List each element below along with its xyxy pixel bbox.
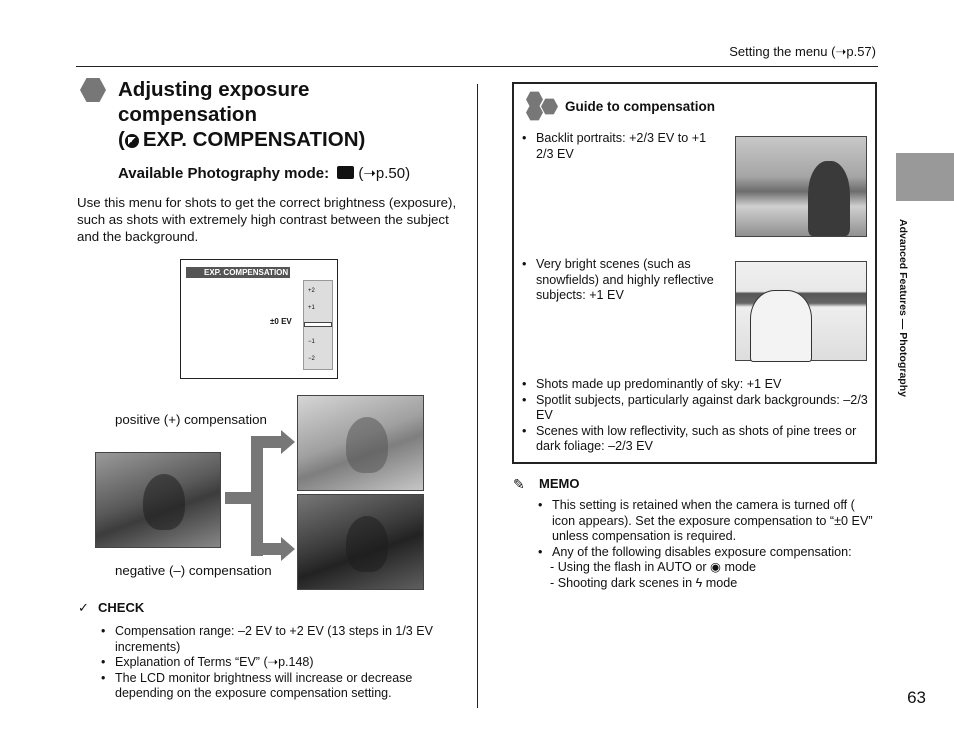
arrow-down-head-icon xyxy=(281,537,295,561)
list-item: • Backlit portraits: +2/3 EV to +1 2/3 EV xyxy=(520,131,720,162)
arrow-trunk xyxy=(251,442,263,556)
header-reference: Setting the menu (➝p.57) xyxy=(729,44,876,59)
header-rule xyxy=(76,66,878,67)
arrow-bottom-branch xyxy=(251,543,285,555)
available-mode-ref: (➝p.50) xyxy=(358,165,411,182)
guide-backlit xyxy=(520,131,720,162)
list-item: • Spotlit subjects, particularly against dark backgrounds: –2/3 EV xyxy=(520,393,870,424)
check-icon: ✓ xyxy=(78,600,89,615)
list-item: • Compensation range: –2 EV to +2 EV (13 steps in 1/3 EV increments) xyxy=(99,624,469,655)
list-item: • Very bright scenes (such as snowfields) and highly reflective subjects: +1 EV xyxy=(520,257,720,304)
column-divider xyxy=(477,84,478,708)
lcd-screen-illustration xyxy=(180,259,338,379)
positive-label: positive (+) compensation xyxy=(115,412,267,427)
portrait-figure xyxy=(808,161,850,236)
list-item: • Scenes with low reflectivity, such as shots of pine trees or dark foliage: –2/3 EV xyxy=(520,424,870,455)
side-label xyxy=(895,210,909,410)
title-line-1: Adjusting exposure xyxy=(118,78,310,101)
title-line-3-text: EXP. COMPENSATION) xyxy=(142,128,366,151)
section-tab xyxy=(896,153,954,201)
title-line-3: ( EXP. COMPENSATION) xyxy=(118,128,366,151)
snow-figure xyxy=(750,290,812,362)
exposure-icon xyxy=(125,134,139,148)
original-photo xyxy=(95,452,221,548)
guide-bright xyxy=(520,257,720,304)
list-item: - Shooting dark scenes in ϟ mode xyxy=(550,575,738,590)
check-heading xyxy=(78,600,144,616)
list-item: • Explanation of Terms “EV” (➝p.148) xyxy=(99,655,469,671)
memo-heading: MEMO xyxy=(539,476,580,491)
page-title xyxy=(118,77,458,152)
negative-label: negative (–) compensation xyxy=(115,563,272,578)
list-item: • Any of the following disables exposure compensation: xyxy=(536,545,876,561)
positive-photo xyxy=(297,395,424,491)
side-label-text: Advanced Features — Photography xyxy=(897,219,909,397)
section-hex-icon xyxy=(80,77,106,103)
guide-list xyxy=(520,377,870,455)
list-item: • This setting is retained when the camera is turned off ( icon appears). Set the exposure compensation to “±0 EV” unless compensation is required. xyxy=(536,498,876,545)
lcd-ev-scale xyxy=(303,280,333,370)
list-item: • Shots made up predominantly of sky: +1 EV xyxy=(520,377,870,393)
check-list xyxy=(99,624,469,702)
list-item: - Using the flash in AUTO or ◉ mode xyxy=(550,560,757,575)
camera-mode-icon xyxy=(337,166,354,179)
backlit-portrait-photo xyxy=(735,136,867,237)
lcd-ev-cursor xyxy=(304,322,332,327)
page-number: 63 xyxy=(907,688,926,707)
lcd-ev-value: ±0 EV xyxy=(270,317,292,326)
memo-icon: ✎ xyxy=(513,476,525,492)
available-mode-label: Available Photography mode: xyxy=(118,165,330,182)
lcd-tick: −2 xyxy=(308,356,315,362)
guide-heading: Guide to compensation xyxy=(565,99,716,114)
arrow-top-branch xyxy=(251,436,285,448)
intro-paragraph: Use this menu for shots to get the correct brightness (exposure), such as shots with extremely high contrast between the subject and the background. xyxy=(77,195,457,245)
lcd-banner: EXP. COMPENSATION xyxy=(186,267,290,278)
check-heading-text: CHECK xyxy=(98,600,145,615)
lcd-tick: −1 xyxy=(308,339,315,345)
list-item: • The LCD monitor brightness will increase or decrease depending on the exposure compensation setting. xyxy=(99,671,469,702)
memo-list xyxy=(536,498,876,592)
lcd-tick: +2 xyxy=(308,288,315,294)
arrow-up-head-icon xyxy=(281,430,295,454)
available-mode xyxy=(118,164,410,182)
snow-scene-photo xyxy=(735,261,867,361)
lcd-tick: +1 xyxy=(308,305,315,311)
title-line-2: compensation xyxy=(118,103,257,126)
negative-photo xyxy=(297,494,424,590)
